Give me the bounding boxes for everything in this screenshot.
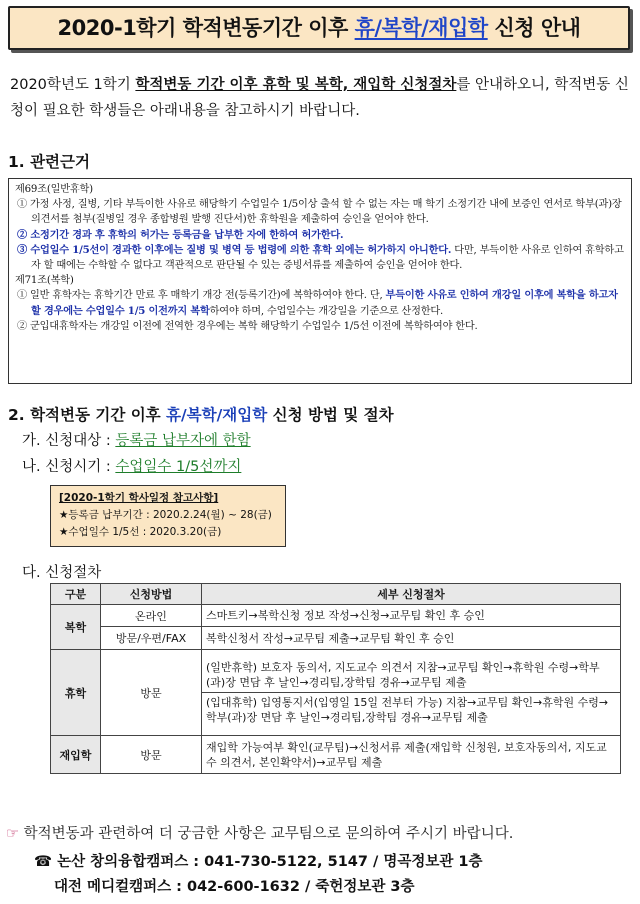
detail-cell: 복학신청서 작성→교무팀 제출→교무팀 확인 후 승인 bbox=[202, 627, 621, 650]
detail-cell bbox=[202, 650, 621, 736]
table-row bbox=[51, 605, 621, 627]
schedule-line-1: ★등록금 납부기간 : 2020.2.24(월) ~ 28(금) bbox=[59, 509, 272, 521]
section2-heading-suffix: 신청 방법 및 절차 bbox=[267, 406, 394, 424]
table-header: 신청방법 bbox=[101, 584, 202, 605]
apply-target-value: 등록금 납부자에 한함 bbox=[115, 433, 251, 449]
title-highlight: 휴/복학/재입학 bbox=[354, 16, 488, 40]
contact-daejeon: 대전 메디컬캠퍼스 : 042-600-1632 / 죽헌정보관 3층 bbox=[54, 879, 415, 895]
table-header-row bbox=[51, 584, 621, 605]
phone-icon: ☎ bbox=[34, 854, 53, 870]
intro-paragraph bbox=[10, 72, 630, 124]
law69-title: 제69조(일반휴학) bbox=[15, 184, 93, 195]
pointing-hand-icon: ☞ bbox=[6, 826, 19, 842]
category-readmit: 재입학 bbox=[51, 736, 101, 774]
apply-period-value: 수업일수 1/5선까지 bbox=[115, 459, 242, 475]
law71-item-1-a: ① 일반 휴학자는 휴학기간 만료 후 매학기 개강 전(등록기간)에 복학하여야 한다. 단, bbox=[17, 290, 386, 302]
leave-military-desc: (입대휴학) 입영통지서(입영일 15일 전부터 가능) 지참→교무팀 확인→휴학원 수령→학부(과)장 면담 후 날인→경리팀,장학팀 경유→교무팀 제출 bbox=[206, 696, 609, 724]
law71-item-1 bbox=[15, 288, 625, 318]
schedule-box bbox=[50, 485, 286, 547]
law69-item-1: ① 가정 사정, 질병, 기타 부득이한 사유로 해당학기 수업일수 1/5이상 출석 할 수 없는 자는 매 학기 소정기간 내에 보증인 연서로 학부(과)장 의견서를 첨부(질병일 경우 종합병원 발행 진단서)한 휴학원을 제출하여 승인을 얻어야 한다. bbox=[17, 199, 622, 226]
apply-target-label: 가. 신청대상 : bbox=[22, 433, 116, 449]
law69-item-3-rest: 다만, 부득이한 사유로 인하여 휴학하고자 할 때에는 수학할 수 없다고 객관적으로 판단될 수 있는 증빙서류를 제출하여 승인을 얻어야 한다. bbox=[31, 244, 624, 272]
apply-period bbox=[22, 455, 241, 476]
intro-text-1: 2020학년도 1학기 bbox=[10, 77, 136, 93]
intro-emphasis: 학적변동 기간 이후 휴학 및 복학, 재입학 신청절차 bbox=[135, 77, 457, 93]
inquiry-notice bbox=[6, 822, 513, 843]
section1-heading: 1. 관련근거 bbox=[8, 153, 90, 171]
section2-heading bbox=[8, 403, 394, 425]
section2-heading-highlight: 휴/복학/재입학 bbox=[166, 406, 268, 424]
apply-target bbox=[22, 429, 251, 450]
table-row bbox=[51, 736, 621, 774]
table-header: 세부 신청절차 bbox=[202, 584, 621, 605]
detail-cell: 스마트키→복학신청 정보 작성→신청→교무팀 확인 후 승인 bbox=[202, 605, 621, 627]
table-row bbox=[51, 627, 621, 650]
category-leave: 휴학 bbox=[51, 650, 101, 736]
law71-item-1-b: 하여야 하며, 수업일수는 개강일을 기준으로 산정한다. bbox=[209, 305, 444, 317]
law71-title: 제71조(복학) bbox=[15, 275, 74, 287]
method-cell: 방문 bbox=[101, 650, 202, 736]
method-cell: 방문/우편/FAX bbox=[101, 627, 202, 650]
detail-cell: 재입학 가능여부 확인(교무팀)→신청서류 제출(재입학 신청원, 보호자동의서, 지도교수 의견서, 본인확약서)→교무팀 제출 bbox=[202, 736, 621, 774]
table-row bbox=[51, 650, 621, 736]
schedule-line-2: ★수업일수 1/5선 : 2020.3.20(금) bbox=[59, 526, 222, 538]
title-suffix: 신청 안내 bbox=[487, 16, 581, 40]
inquiry-text: 학적변동과 관련하여 더 궁금한 사항은 교무팀으로 문의하여 주시기 바랍니다. bbox=[19, 826, 514, 842]
leave-general-desc: (일반휴학) 보호자 동의서, 지도교수 의견서 지참→교무팀 확인→휴학원 수령→학부(과)장 면담 후 날인→경리팀,장학팀 경유→교무팀 제출 bbox=[202, 658, 620, 693]
section2-heading-prefix: 2. 학적변동 기간 이후 bbox=[8, 406, 167, 424]
apply-period-label: 나. 신청시기 : bbox=[22, 459, 116, 475]
law71-item-1-bold: 부득이한 사유로 인하여 개강일 이후에 복학을 하고자 할 경우에는 수업일수 1/5 이전까지 복학 bbox=[31, 289, 618, 317]
method-cell: 온라인 bbox=[101, 605, 202, 627]
regulation-box bbox=[8, 178, 632, 384]
category-return: 복학 bbox=[51, 605, 101, 650]
schedule-title: [2020-1학기 학사일정 참고사항] bbox=[59, 492, 219, 504]
law71-item-2: ② 군입대휴학자는 개강일 이전에 전역한 경우에는 복학 해당학기 수업일수 1/5선 이전에 복학하여야 한다. bbox=[17, 320, 478, 332]
procedure-table bbox=[50, 583, 621, 774]
intro-text-2: 를 안내하오니, 학적변동 신청이 필요한 학생들은 아래내용을 참고하시기 바랍니다. bbox=[10, 77, 629, 119]
table-header: 구분 bbox=[51, 584, 101, 605]
contact-nonsan bbox=[34, 850, 483, 875]
law69-item-2: ② 소정기간 경과 후 휴학의 허가는 등록금을 납부한 자에 한하여 허가한다. bbox=[17, 228, 344, 241]
law69-item-3-bold: ③ 수업일수 1/5선이 경과한 이후에는 질병 및 병역 등 법령에 의한 휴학 외에는 허가하지 아니한다. bbox=[17, 243, 452, 256]
law69-item-3 bbox=[15, 243, 625, 273]
title-prefix: 2020-1학기 학적변동기간 이후 bbox=[57, 16, 355, 40]
contact-info bbox=[34, 850, 483, 900]
method-cell: 방문 bbox=[101, 736, 202, 774]
page-title bbox=[8, 6, 630, 50]
contact-nonsan-text: 논산 창의융합캠퍼스 : 041-730-5122, 5147 / 명곡정보관 1층 bbox=[52, 854, 483, 870]
procedure-label: 다. 신청절차 bbox=[22, 565, 102, 581]
